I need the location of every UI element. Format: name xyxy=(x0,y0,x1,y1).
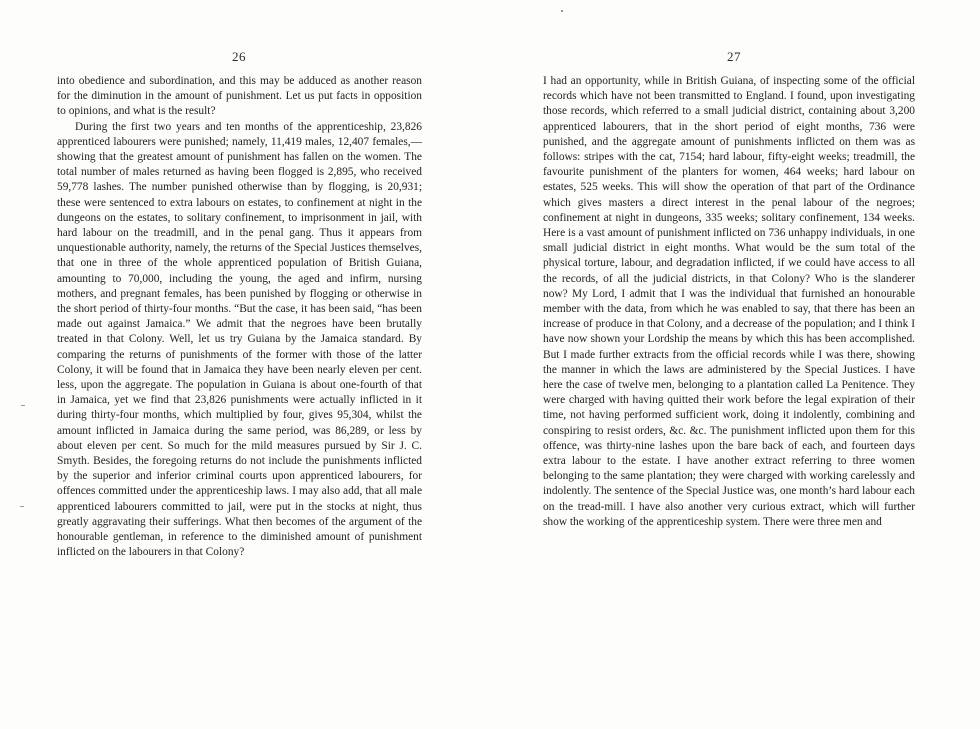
margin-mark xyxy=(21,405,25,406)
margin-mark xyxy=(20,506,24,507)
paragraph: During the first two years and ten months of the apprenticeship, 23,826 apprenticed labourers were punished; namely, 11,419 males, 12,407 females,—showing that the greatest amount of punishment has fallen on the women. The total number of males returned as having been flogged is 2,895, who received 59,778 lashes. The number punished otherwise than by flogging, is 20,931; these were sentenced to extra labours on estates, to confinement at night in the dungeons on the estates, to solitary confinement, to imprisonment in jail, with hard labour on the treadmill, and in the penal gang. Thus it appears from unquestionable authority, namely, the returns of the Special Justices themselves, that one in three of the whole apprenticed population of British Guiana, amounting to 70,000, including the young, the aged and infirm, nursing mothers, and pregnant females, has been punished by flogging or otherwise in the short period of thirty-four months. “But the case, it has been said, “has been made out against Jamaica.” We admit that the negroes have been brutally treated in that Colony. Well, let us try Guiana by the Jamaica standard. By comparing the returns of punishments of the former with those of the latter Colony, it will be found that in Jamaica they have been nearly eleven per cent. less, upon the aggregate. The population in Guiana is about one-fourth of that in Jamaica, yet we find that 23,826 punishments were actually inflicted in it during thirty-four months, which multiplied by four, gives 95,304, whilst the amount inflicted in Jamaica during the same period, was 86,289, or less by about eleven per cent. So much for the mild measures pursued by Sir J. C. Smyth. Besides, the foregoing returns do not include the punishments inflicted by the superior and inferior criminal courts upon apprenticed labourers, for offences committed under the apprenticeship laws. I may also add, that all male apprenticed labourers committed to jail, were put in the stocks at night, thus greatly aggravating their sufferings. What then becomes of the argument of the honourable gentleman, in reference to the diminished amount of punishment inflicted on the labourers in that Colony? xyxy=(57,120,422,559)
page-number: 26 xyxy=(232,49,246,64)
paragraph: I had an opportunity, while in British Guiana, of inspecting some of the official records which have not been transmitted to England. I found, upon investigating those records, which referred to a small judicial district, containing about 3,200 apprenticed labourers, that in the short period of eight months, 736 were punished, and the aggregate amount of punishments inflicted on them was as follows: stripes with the cat, 7154; hard labour, fifty-eight weeks; treadmill, the favourite punishment of the planters for women, 464 weeks; hard labour on estates, 525 weeks. This will show the operation of that part of the Ordinance which gives masters a direct interest in the penal labour of the negroes; confinement at night in dungeons, 335 weeks; solitary confinement, 134 weeks. Here is a vast amount of punishment inflicted on 736 unhappy individuals, in one small judicial district in eight months. What would be the sum total of the physical torture, labour, and degradation inflicted, if we could have access to all the records, of all the judicial districts, in that Colony? Who is the slanderer now? My Lord, I admit that I was the individual that furnished an honourable member with the data, from which he was enabled to say, that there has been an increase of produce in that Colony, and a decrease of the population; and I think I have now shown your Lordship the means by which this has been accomplished. But I made further extracts from the official records while I was there, showing the manner in which the laws are administered by the Special Justices. I have here the case of twelve men, belonging to a plantation called La Penitence. They were charged with having quitted their work before the legal expiration of their time, not having performed sufficient work, doing it indolently, combining and conspiring to resist orders, &c. &c. The punishment inflicted upon them for this offence, was thirty-nine lashes upon the bare back of each, and fourteen days extra labour to the estate. I have another extract referring to three women belonging to the same plantation; they were charged with working carelessly and indolently. The sentence of the Special Justice was, one month’s hard labour each on the tread-mill. I have also another very curious extract, which will further show the working of the apprenticeship system. There were three men and xyxy=(543,75,915,528)
paragraph: into obedience and subordination, and this may be adduced as another reason for the diminution in the amount of punishment. Let us put facts in opposition to opinions, and what is the result? xyxy=(57,75,422,118)
page-number: 27 xyxy=(727,49,741,64)
right-page xyxy=(490,0,980,729)
page-body xyxy=(57,74,422,561)
page-body xyxy=(543,74,915,530)
